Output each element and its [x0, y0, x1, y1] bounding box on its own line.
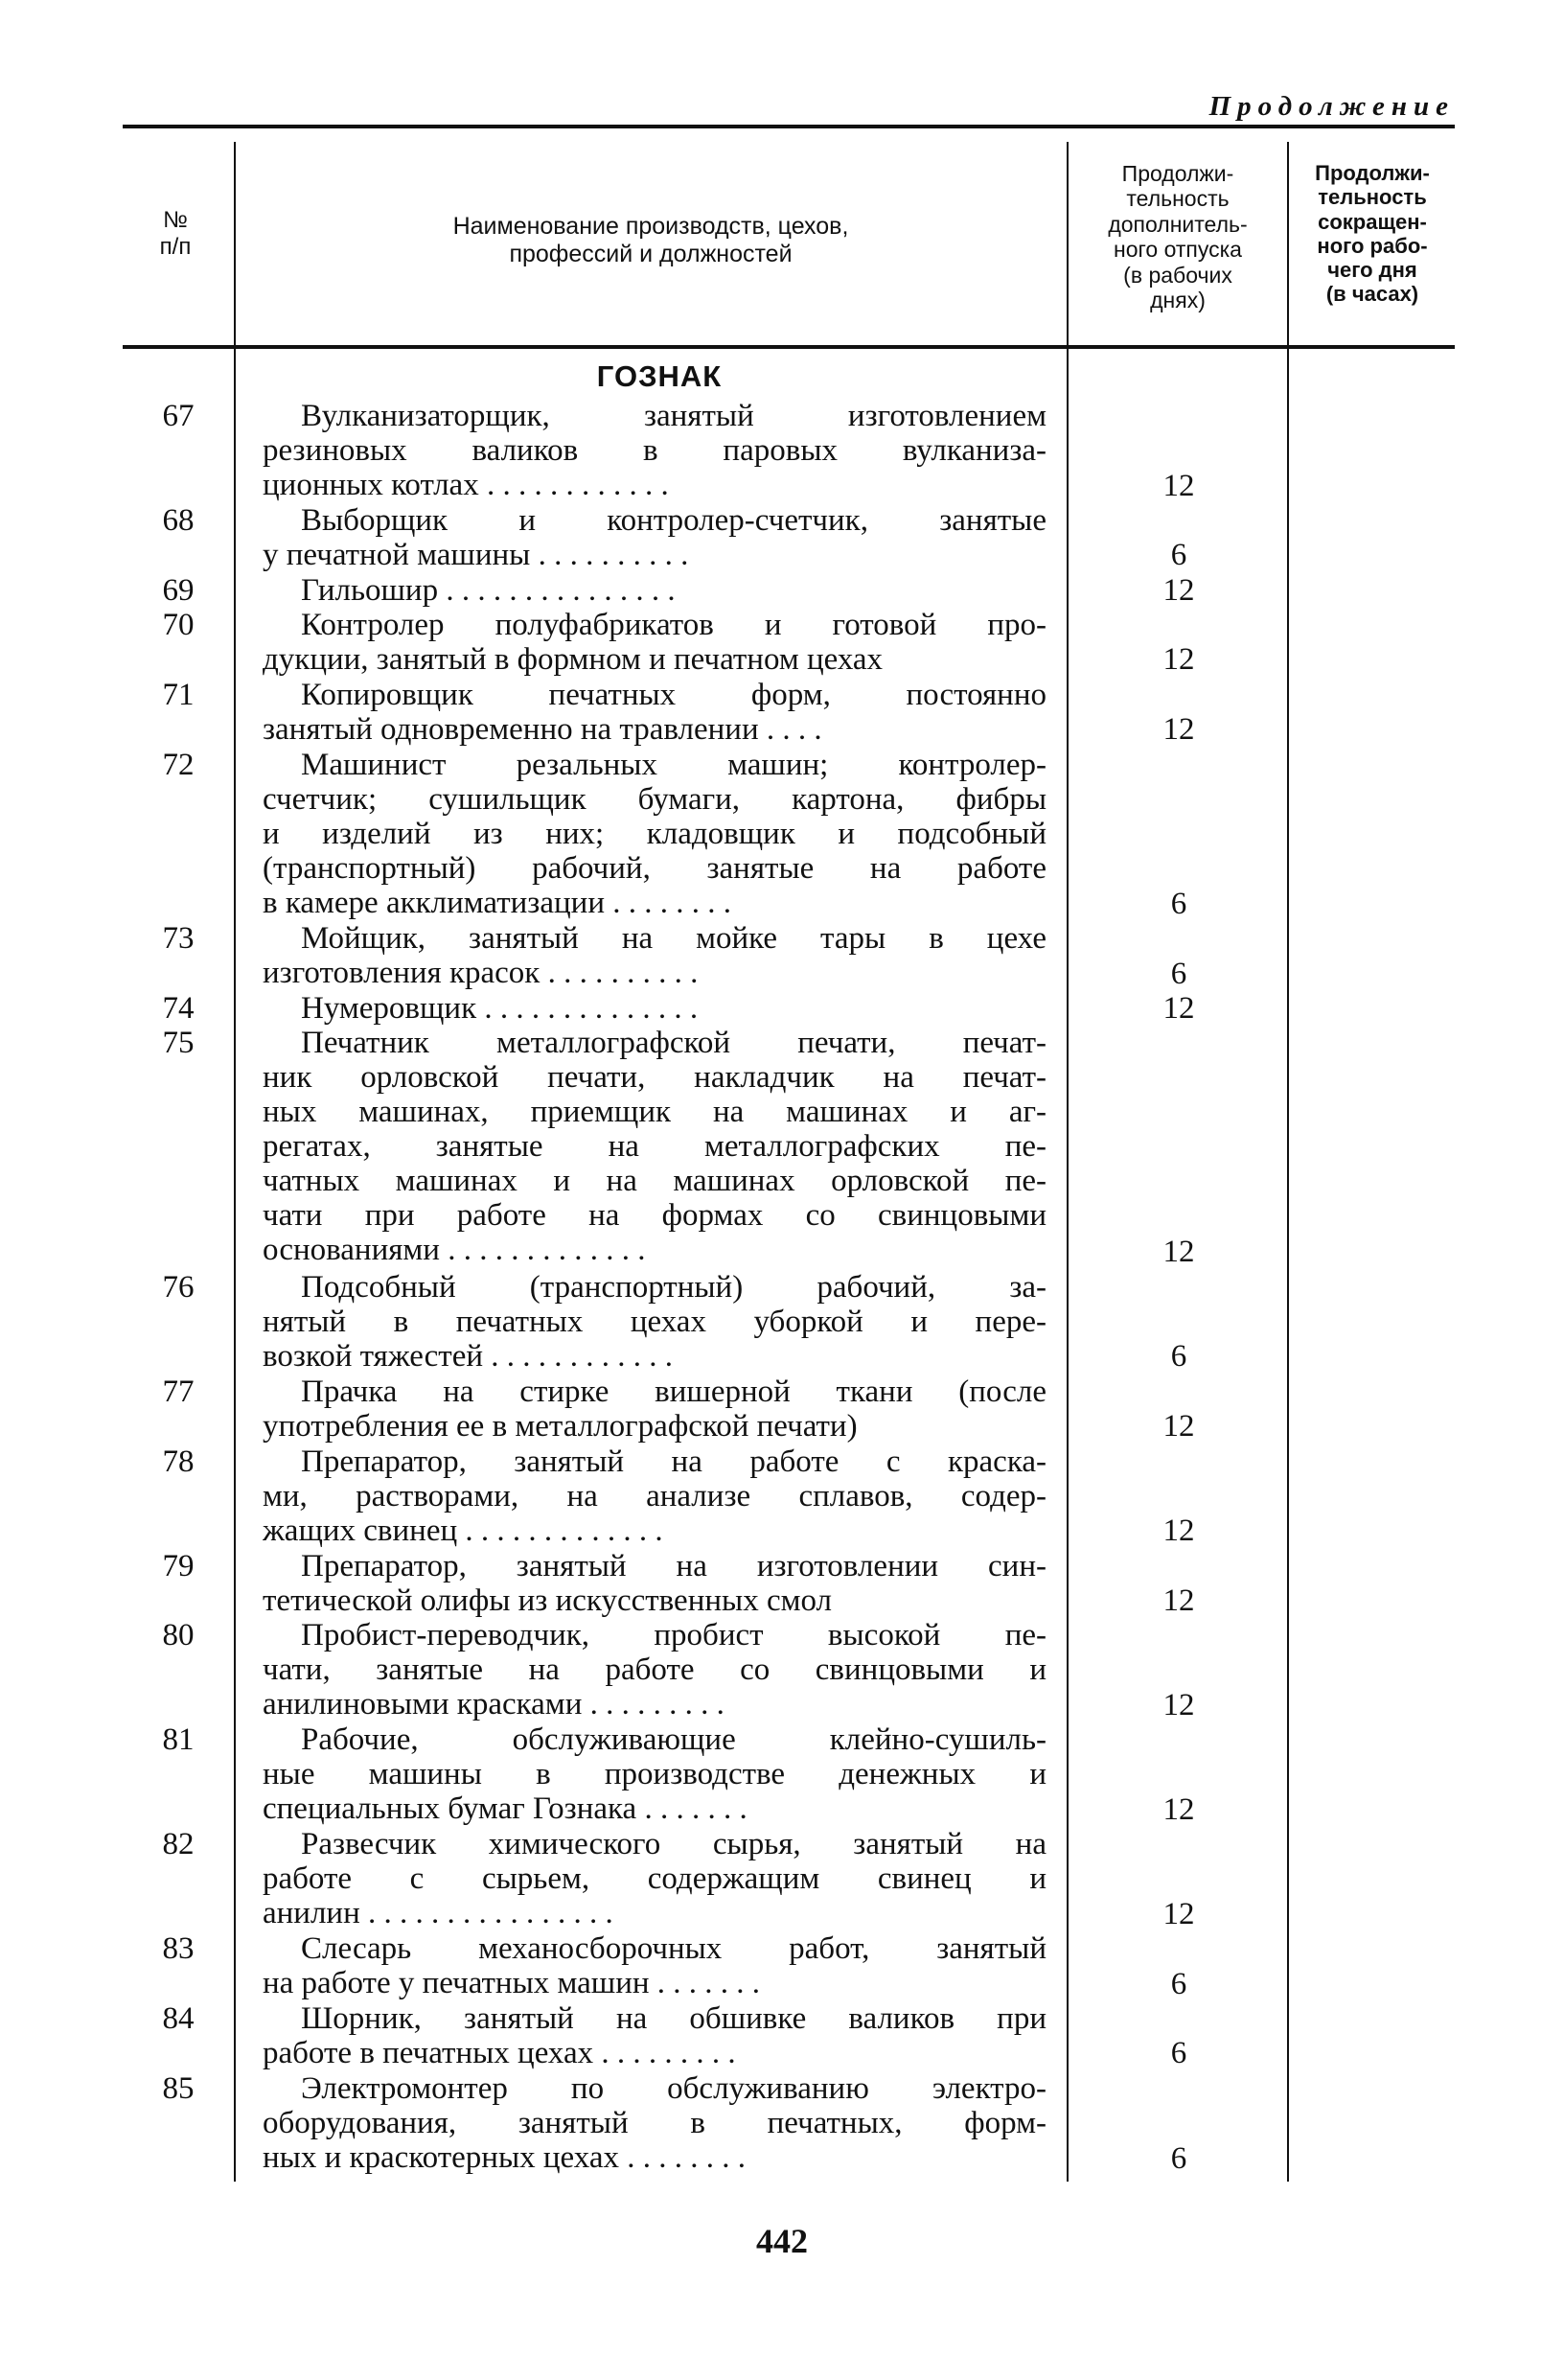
header-day — [1290, 161, 1455, 307]
leave-days-value: 12 — [1162, 642, 1195, 678]
description-line: (транспортный) рабочий, занятые на работе — [263, 850, 1046, 886]
row-number: 67 — [162, 399, 195, 433]
description-line: Препаратор, занятый на изготовлении син- — [301, 1548, 1046, 1583]
header-day-line: тельность — [1318, 185, 1427, 210]
col-divider-1 — [234, 142, 236, 1129]
row-description — [263, 678, 1046, 747]
description-line: Гильошир . . . . . . . . . . . . . . . — [301, 572, 676, 608]
description-line: в камере акклиматизации . . . . . . . . — [263, 885, 731, 920]
row-description — [263, 1618, 1046, 1721]
row-number: 85 — [162, 2070, 195, 2106]
description-line: жащих свинец . . . . . . . . . . . . . — [263, 1513, 663, 1548]
section-title: ГОЗНАК — [596, 359, 723, 393]
description-line: Выборщик и контролер-счетчик, занятые — [301, 503, 1046, 539]
description-line: ные машины в производстве денежных и — [263, 1757, 1046, 1792]
leave-days-value: 12 — [1162, 572, 1195, 608]
description-line: занятый одновременно на травлении . . . . — [263, 711, 822, 747]
row-number: 78 — [162, 1444, 195, 1479]
description-line: дукции, занятый в формном и печатном цехах — [263, 642, 884, 678]
header-day-line: (в часах) — [1325, 282, 1419, 307]
header-leave-line: тельность — [1126, 186, 1230, 212]
top-rule — [123, 125, 1455, 128]
leave-days-value: 6 — [1170, 538, 1187, 573]
description-line: ми, растворами, на анализе сплавов, содер- — [263, 1478, 1046, 1513]
row-number: 79 — [162, 1548, 195, 1583]
row-description — [263, 1931, 1046, 2000]
leave-days-value: 12 — [1162, 468, 1195, 503]
leave-days-value: 12 — [1162, 712, 1195, 748]
description-line: Контролер полуфабрикатов и готовой про- — [301, 608, 1046, 643]
description-line: Машинист резальных машин; контролер- — [301, 747, 1046, 782]
col-divider-3 — [1287, 142, 1289, 2182]
leave-days-value: 6 — [1170, 1339, 1187, 1375]
header-name-line: профессий и должностей — [509, 240, 793, 267]
description-line: ник орловской печати, накладчик на печат- — [263, 1060, 1046, 1096]
header-day-line: сокращен- — [1318, 209, 1427, 234]
row-number: 70 — [162, 608, 195, 643]
row-number: 82 — [162, 1827, 195, 1862]
description-line: Электромонтер по обслуживанию электро- — [301, 2070, 1046, 2106]
description-line: Шорник, занятый на обшивке валиков при — [301, 2001, 1046, 2037]
row-description — [263, 1375, 1046, 1444]
description-line: и изделий из них; кладовщик и подсобный — [263, 816, 1046, 851]
description-line: специальных бумаг Гознака . . . . . . . — [263, 1791, 748, 1827]
leave-days-value: 12 — [1162, 1792, 1195, 1827]
description-line: чатных машинах и на машинах орловской пе- — [263, 1164, 1046, 1199]
leave-days-value: 12 — [1162, 1409, 1195, 1444]
leave-days-value: 12 — [1162, 1583, 1195, 1618]
row-number: 81 — [162, 1722, 195, 1758]
description-line: резиновых валиков в паровых вулканиза- — [263, 433, 1046, 468]
row-number: 71 — [162, 677, 195, 712]
leave-days-value: 12 — [1162, 1513, 1195, 1549]
page-number: 442 — [756, 2222, 808, 2260]
description-line: Пробист-переводчик, пробист высокой пе- — [301, 1618, 1046, 1653]
header-day-line: Продолжи- — [1315, 161, 1430, 185]
description-line: Копировщик печатных форм, постоянно — [301, 677, 1046, 712]
description-line: счетчик; сушильщик бумаги, картона, фибры — [263, 781, 1046, 817]
leave-days-value: 6 — [1170, 2036, 1187, 2071]
description-line: чати, занятые на работе со свинцовыми и — [263, 1652, 1046, 1688]
description-line: Препаратор, занятый на работе с краска- — [301, 1444, 1046, 1479]
description-line: ных и краскотерных цехах . . . . . . . . — [263, 2139, 746, 2175]
row-description — [263, 503, 1046, 572]
row-description — [263, 573, 1046, 608]
row-number: 80 — [162, 1618, 195, 1653]
header-leave — [1070, 161, 1286, 313]
description-line: регатах, занятые на металлографских пе- — [263, 1129, 1046, 1165]
header-leave-line: днях) — [1150, 288, 1206, 313]
description-line: Подсобный (транспортный) рабочий, за- — [301, 1269, 1046, 1305]
leave-days-value: 6 — [1170, 1966, 1187, 2001]
row-number: 76 — [162, 1269, 195, 1305]
row-number: 74 — [162, 990, 195, 1026]
description-line: на работе у печатных машин . . . . . . . — [263, 1966, 761, 2001]
description-line: основаниями . . . . . . . . . . . . . — [263, 1233, 646, 1268]
leave-days-value: 6 — [1170, 2140, 1187, 2176]
leave-days-value: 6 — [1170, 956, 1187, 991]
header-day-line: чего дня — [1327, 258, 1417, 283]
description-line: ционных котлах . . . . . . . . . . . . — [263, 468, 669, 502]
header-num-line: № — [163, 207, 188, 233]
header-num-line: п/п — [159, 233, 192, 260]
header-name-line: Наименование производств, цехов, — [452, 213, 849, 240]
description-line: нятый в печатных цехах уборкой и пере- — [263, 1304, 1046, 1339]
header-leave-line: ного отпуска — [1114, 237, 1242, 263]
description-line: Прачка на стирке вишерной ткани (после — [301, 1374, 1046, 1409]
row-number: 73 — [162, 921, 195, 957]
description-line: Мойщик, занятый на мойке тары в цехе — [301, 921, 1046, 957]
description-line: анилиновыми красками . . . . . . . . . — [263, 1687, 724, 1722]
header-name — [240, 213, 1062, 268]
leave-days-value: 12 — [1162, 1235, 1195, 1270]
header-leave-line: (в рабочих — [1123, 262, 1232, 288]
header-num — [123, 207, 228, 260]
header-leave-line: дополнитель- — [1108, 211, 1248, 237]
row-description — [263, 608, 1046, 677]
header-leave-line: Продолжи- — [1121, 161, 1234, 186]
row-number: 75 — [162, 1026, 195, 1061]
row-description — [263, 1549, 1046, 1618]
col-divider-2 — [1067, 142, 1069, 2182]
header-day-line: ного рабо- — [1317, 233, 1428, 258]
row-description — [263, 1827, 1046, 1930]
description-line: работе с сырьем, содержащим свинец и — [263, 1861, 1046, 1897]
row-number: 77 — [162, 1374, 195, 1409]
description-line: Слесарь механосборочных работ, занятый — [301, 1931, 1046, 1967]
description-line: Печатник металлографской печати, печат- — [301, 1026, 1046, 1061]
col-divider-1b — [234, 1129, 236, 2182]
description-line: работе в печатных цехах . . . . . . . . . — [263, 2036, 736, 2071]
description-line: изготовления красок . . . . . . . . . . — [263, 956, 699, 991]
row-description — [263, 2071, 1046, 2175]
description-line: чати при работе на формах со свинцовыми — [263, 1198, 1046, 1234]
row-description — [263, 1270, 1046, 1374]
row-description — [263, 1444, 1046, 1548]
row-description — [263, 2001, 1046, 2070]
row-number: 68 — [162, 503, 195, 539]
description-line: Развесчик химического сырья, занятый на — [301, 1827, 1046, 1862]
description-line: у печатной машины . . . . . . . . . . — [263, 538, 689, 573]
row-description — [263, 1722, 1046, 1826]
row-number: 72 — [162, 747, 195, 782]
row-description — [263, 1026, 1046, 1267]
leave-days-value: 12 — [1162, 1687, 1195, 1722]
leave-days-value: 12 — [1162, 1897, 1195, 1932]
leave-days-value: 12 — [1162, 990, 1195, 1026]
continuation-label: Продолжение — [1208, 91, 1455, 122]
leave-days-value: 6 — [1170, 886, 1187, 921]
row-description — [263, 921, 1046, 990]
description-line: возкой тяжестей . . . . . . . . . . . . — [263, 1338, 674, 1374]
row-number: 83 — [162, 1931, 195, 1967]
description-line: Вулканизаторщик, занятый изготовлением — [301, 399, 1046, 433]
row-number: 69 — [162, 572, 195, 608]
description-line: употребления ее в металлографской печати) — [263, 1408, 858, 1444]
header-bottom-rule — [123, 345, 1455, 349]
row-number: 84 — [162, 2001, 195, 2037]
row-description — [263, 748, 1046, 920]
description-line: оборудования, занятый в печатных, форм- — [263, 2105, 1046, 2140]
description-line: Рабочие, обслуживающие клейно-сушиль- — [301, 1722, 1046, 1758]
row-description — [263, 991, 1046, 1026]
description-line: Нумеровщик . . . . . . . . . . . . . . — [301, 990, 699, 1026]
description-line: анилин . . . . . . . . . . . . . . . . — [263, 1896, 613, 1931]
row-description — [263, 399, 1046, 502]
description-line: тетической олифы из искусственных смол — [263, 1583, 832, 1618]
description-line: ных машинах, приемщик на машинах и аг- — [263, 1095, 1046, 1130]
